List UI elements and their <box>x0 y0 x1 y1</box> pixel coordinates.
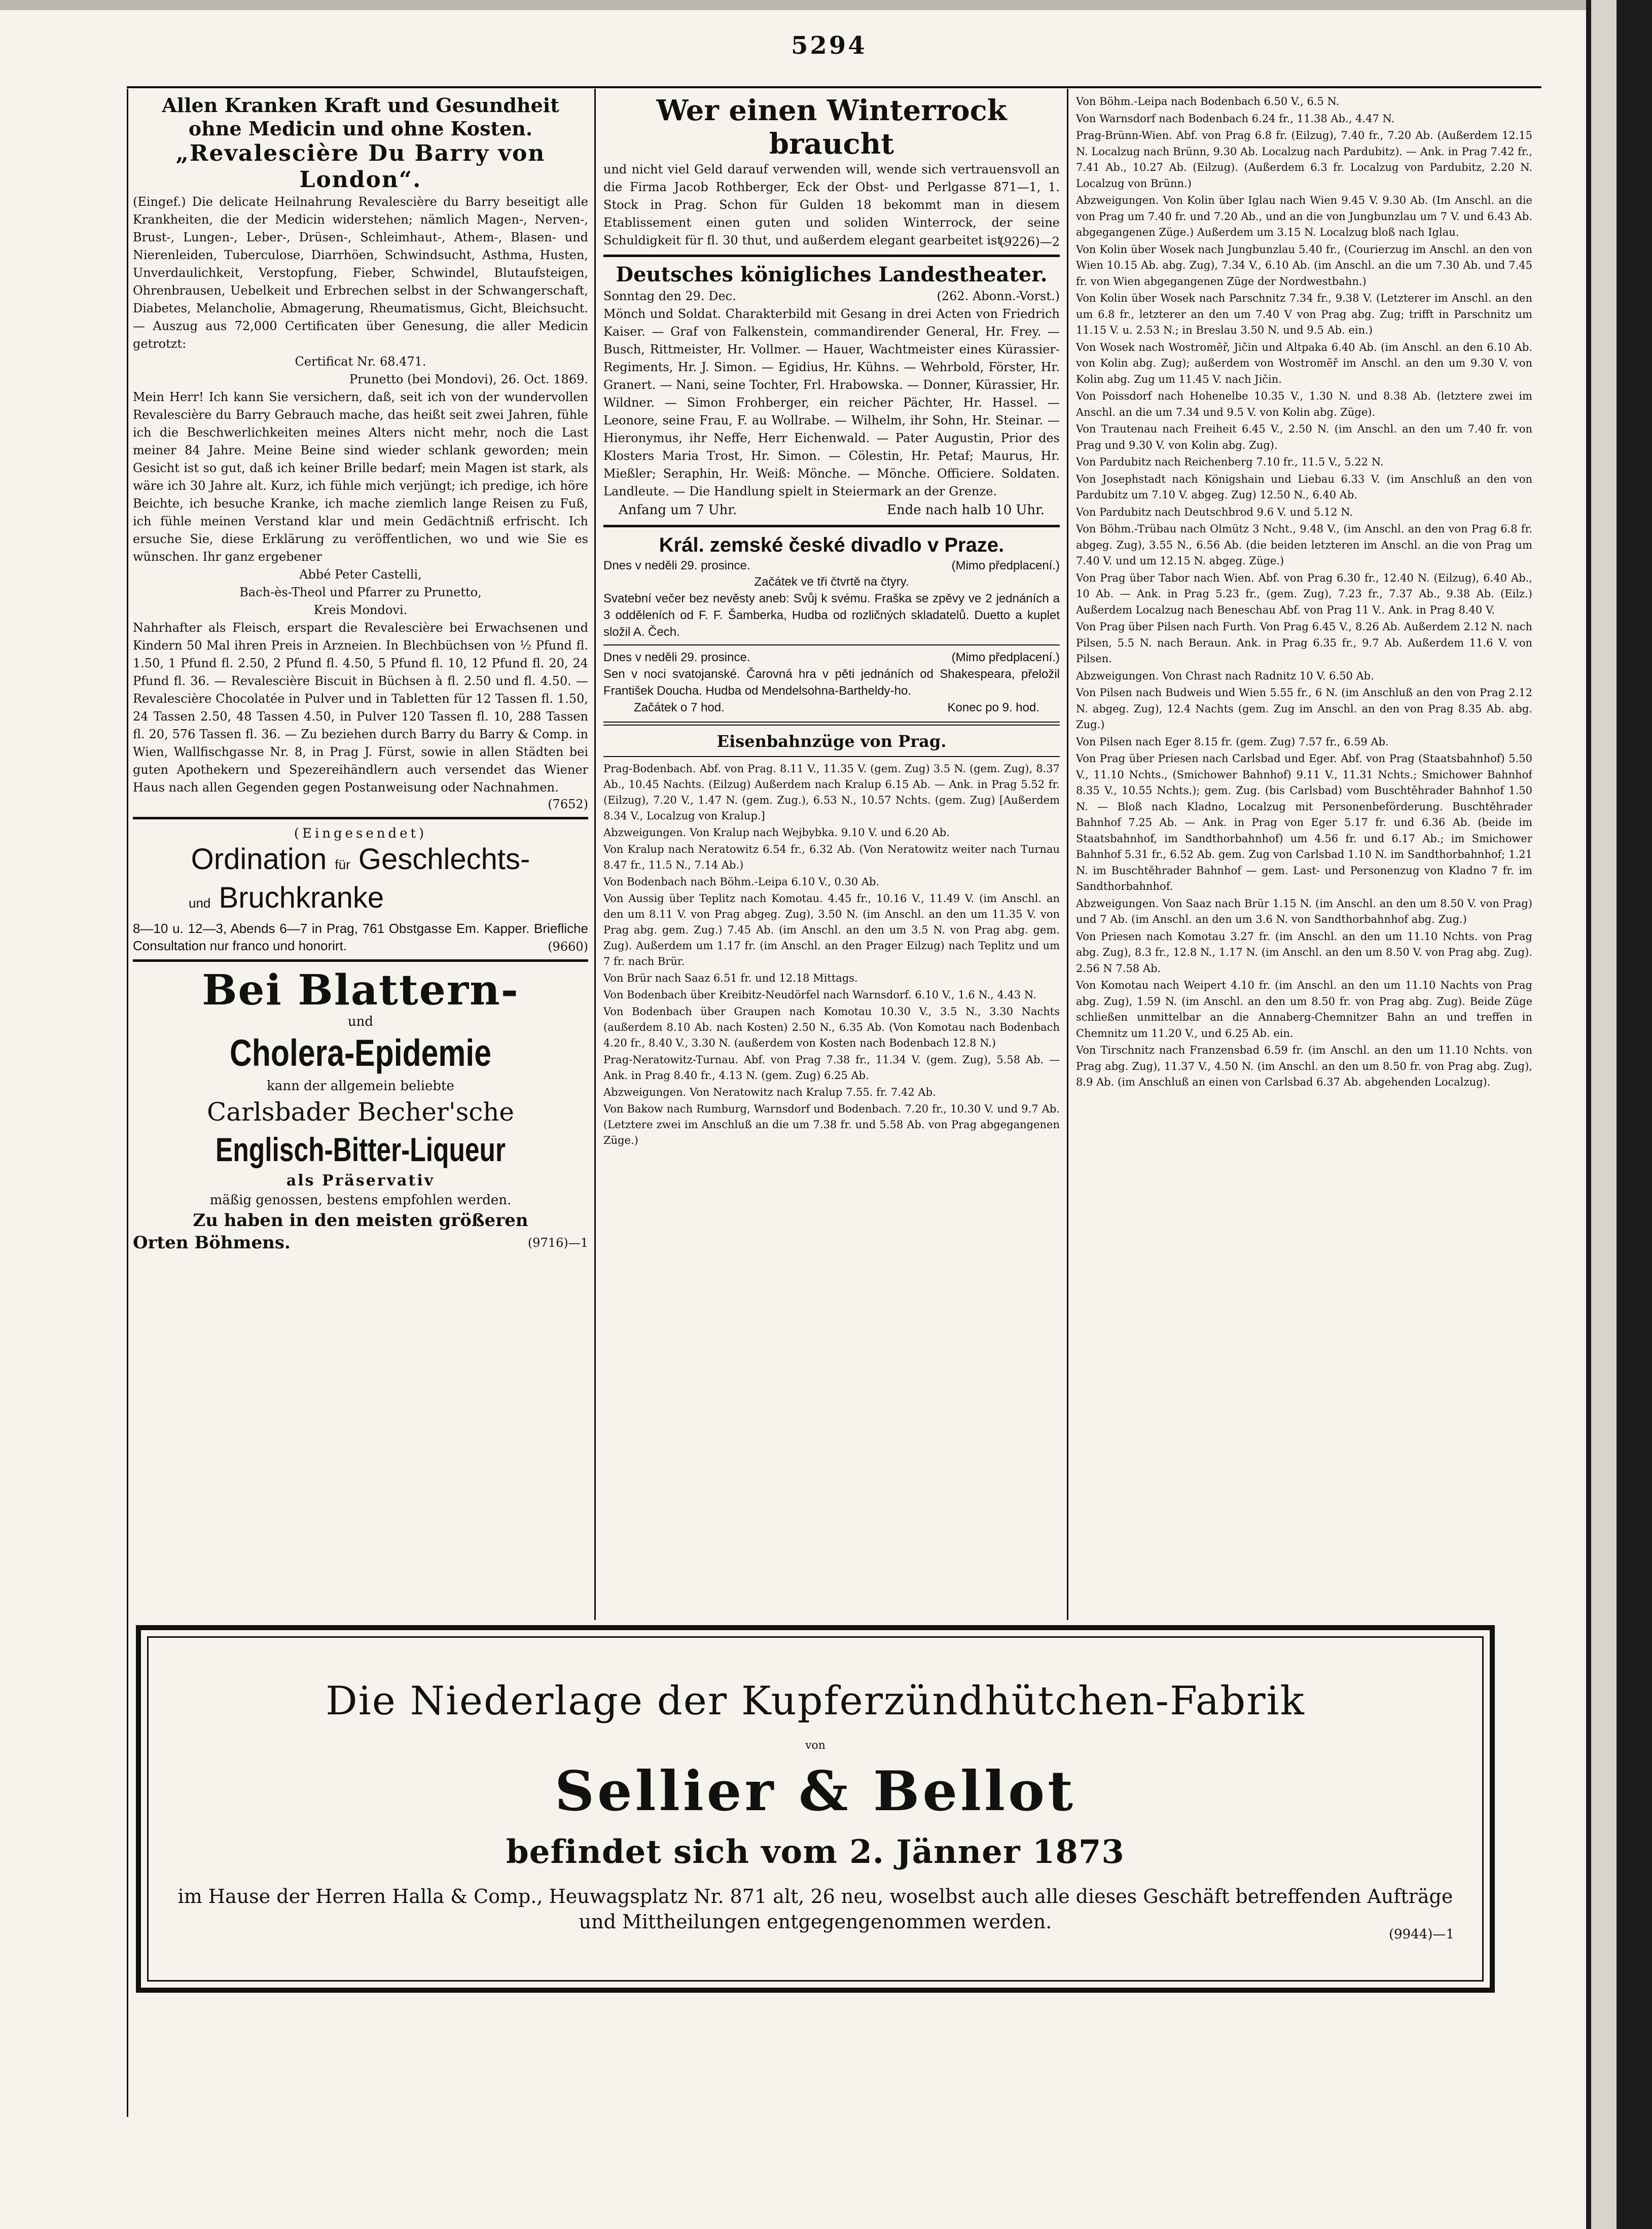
landestheater-end: Ende nach halb 10 Uhr. <box>886 502 1045 518</box>
liqueur-line9: Orten Böhmens. <box>133 1233 291 1253</box>
liqueur-line4: Carlsbader Becher'sche <box>206 1097 515 1127</box>
liqueur-line6: als Präservativ <box>286 1172 435 1190</box>
ad-von: von <box>805 1739 825 1752</box>
ordination-title-fuer: für <box>335 857 350 872</box>
ordination-title-und: und <box>189 895 211 911</box>
czech-date1: Dnes v neděli 29. prosince. <box>603 559 750 572</box>
ad-company-name: Sellier & Bellot <box>554 1759 1076 1823</box>
railway-timetable <box>603 731 1060 1148</box>
ordination-title <box>133 843 588 881</box>
liqueur-line2: Cholera-Epidemie <box>230 1032 491 1074</box>
railway-entry: Von Priesen nach Komotau 3.27 fr. (im Anschl. an den um 11.10 Nchts. von Prag abg. Zug), 8.3 fr., 12.8 N., 1.17 N. (im Anschl. an den um 8.50 V. von Prag abg. Zug). 2.56 N 7.58 Ab. <box>1076 930 1532 975</box>
railway-entry: Abzweigungen. Von Kralup nach Wejbybka. 9.10 V. und 6.20 Ab. <box>603 826 950 839</box>
railway-entry: Von Böhm.-Trübau nach Olmütz 3 Ncht., 9.48 V., (im Anschl. an den von Prag 6.8 fr. abgeg. Zug), 3.55 N., 6.56 Ab. (die beiden letzteren im Anschl. an die von Prag um 7.40 V. und um 12.15 N. abgeg. Züge.) <box>1076 523 1532 567</box>
railway-entry: Von Josephstadt nach Königshain und Liebau 6.33 V. (im Anschluß an den von Pardubitz um 7.10 V. abgeg. Zug) 12.50 N., 6.40 Ab. <box>1076 473 1532 501</box>
ad-date-line: befindet sich vom 2. Jänner 1873 <box>506 1833 1125 1871</box>
railway-entry: Abzweigungen. Von Saaz nach Brür 1.15 N. (im Anschl. an den um 8.50 V. von Prag) und 7 Ab. (im Anschl. an den um 3.6 N. von Sandthorbahnhof abg. Zug.) <box>1076 897 1532 925</box>
separator-double <box>603 722 1060 726</box>
column-1 <box>133 94 588 1254</box>
separator-thin <box>603 644 1060 645</box>
czech-body2: Sen v noci svatojanské. Čarovná hra v pěti jednáních od Shakespeara, přeložil František Doucha. Hudba od Mendelsohna-Bartheldy-ho. <box>603 667 1060 698</box>
railway-entry: Von Böhm.-Leipa nach Bodenbach 6.50 V., 6.5 N. <box>1076 95 1340 107</box>
ad-cert-place-date: Prunetto (bei Mondovi), 26. Oct. 1869. <box>349 372 588 386</box>
separator <box>133 959 588 962</box>
czech-abonn2: (Mimo předplacení.) <box>951 651 1060 664</box>
ordination-ref: (9660) <box>548 940 588 954</box>
sellier-bellot-ad <box>136 1625 1495 1993</box>
railway-entries-continued <box>1076 94 1532 1091</box>
ad-letter: Mein Herr! Ich kann Sie versichern, daß, seit ich von der wundervollen Revalescière du Barry Gebrauch mache, das heißt seit zwei Jahren, fühle ich die Beschwerlichkeiten meines Alters nicht mehr, noch die Last meiner 84 Jahre. Meine Beine sind wieder schlank geworden; mein Gesicht ist so gut, daß ich keiner Brille bedarf; mein Magen ist stark, als wäre ich 30 Jahre alt. Kurz, ich fühle mich verjüngt; ich predige, ich höre Beichte, ich besuche Kranke, ich mache ziemlich lange Reisen zu Fuß, ich fühle meinen Verstand klar und mein Gedächtniß erfrischt. Ich ersuche Sie, diese Erklärung zu veröffentlichen, wo und wie Sie es wünschen. Ihr ganz ergebener <box>133 390 588 564</box>
railway-entries <box>603 761 1060 1148</box>
page-edge-top <box>0 0 1652 10</box>
page-number: 5294 <box>791 31 867 60</box>
railway-entry: Prag-Neratowitz-Turnau. Abf. von Prag 7.38 fr., 11.34 V. (gem. Zug), 5.58 Ab. — Ank. in Prag 8.40 fr., 4.13 N. (gem. Zug) 6.25 Ab. <box>603 1054 1060 1082</box>
czech-date1-row <box>603 558 1060 574</box>
railway-entry: Von Kolin über Wosek nach Jungbunzlau 5.40 fr., (Courierzug im Anschl. an den von Wien 10.15 Ab. abg. Zug), 7.34 V., 6.10 Ab. (im Anschl. an die um 7.30 Ab. und 7.45 fr. von Wien abgegangenen Züge der Nordwestbahn.) <box>1076 243 1532 287</box>
liqueur-line7: mäßig genossen, bestens empfohlen werden. <box>209 1193 512 1208</box>
left-margin-rule <box>127 89 128 2117</box>
eingesendet-label: (Eingesendet) <box>294 826 427 841</box>
czech-theater-title: Král. zemské české divadlo v Praze. <box>659 534 1004 556</box>
separator <box>603 525 1060 527</box>
winterrock-ad <box>603 94 1060 249</box>
railway-entry: Von Bodenbach über Kreibitz-Neudörfel nach Warnsdorf. 6.10 V., 1.6 N., 4.43 N. <box>603 989 1036 1001</box>
liqueur-line9-row <box>133 1232 588 1254</box>
ordination-title-a: Ordination <box>191 843 327 876</box>
ordination-ad <box>133 824 588 954</box>
czech-abonn1: (Mimo předplacení.) <box>951 559 1060 572</box>
column-2 <box>603 94 1060 1149</box>
ad-address-line: im Hause der Herren Halla & Comp., Heuwagsplatz Nr. 871 alt, 26 neu, woselbst auch alle dieses Geschäft betreffenden Aufträge und Mittheilungen entgegengenommen werden. <box>177 1885 1453 1933</box>
czech-times2 <box>603 699 1060 716</box>
railway-entry: Von Pilsen nach Budweis und Wien 5.55 fr., 6 N. (im Anschluß an den von Prag 2.12 N. abgeg. Zug), 12.4 Nachts (gem. Zug im Anschl. an den von Prag 8.35 Ab. abg. Zug.) <box>1076 687 1532 731</box>
czech-start2: Začátek o 7 hod. <box>634 701 725 714</box>
ordination-title-c: Bruchkranke <box>219 881 384 914</box>
landestheater-date: Sonntag den 29. Dec. <box>603 289 736 303</box>
separator <box>133 817 588 819</box>
liqueur-und: und <box>347 1014 374 1029</box>
landestheater-date-row <box>603 287 1060 305</box>
railway-entry: Prag-Brünn-Wien. Abf. von Prag 6.8 fr. (Eilzug), 7.40 fr., 7.20 Ab. (Außerdem 12.15 N. Localzug nach Brünn, 9.30 Ab. Localzug nach Pardubitz). — Ank. in Prag 7.42 fr., 7.41 Ab., 10.27 Ab. (Eilzug). (Außerdem 6.3 fr. Localzug von Pardubitz, 2.20 N. Localzug von Brünn.) <box>1076 129 1532 190</box>
column-rule-2 <box>1067 89 1068 1620</box>
liqueur-line3: kann der allgemein beliebte <box>267 1078 454 1094</box>
column-3 <box>1076 94 1532 1092</box>
landestheater-title: Deutsches königliches Landestheater. <box>616 263 1048 286</box>
railway-entry: Von Prag über Tabor nach Wien. Abf. von Prag 6.30 fr., 12.40 N. (Eilzug), 6.40 Ab., 10 Ab. — Ank. in Prag 5.23 fr., (gem. Zug), 7.23 fr., 7.37 Ab., 9.38 Ab. (Eilz.) Außerdem Localzug nach Beneschau Abf. von Prag 11 V.. Ank. in Prag 8.40 V. <box>1076 571 1532 616</box>
liqueur-line8: Zu haben in den meisten größeren <box>193 1210 528 1231</box>
railway-entry: Von Prag über Priesen nach Carlsbad und Eger. Abf. von Prag (Staatsbahnhof) 5.50 V., 11.10 Nchts., (Smichower Bahnhof) 9.11 V., 11.31 Nchts.; Smichower Bahnhof 8.35 V., 10.55 Nchts.); gem. Zug. (bis Carlsbad) vom Buschtěhrader Bahnhof 1.50 N. — Bloß nach Kladno, Localzug mit Personenbeförderung. Buschtěhrader Bahnhof 7.25 Ab. — Ank. in Prag von Eger 5.17 fr. und 6.36 Ab. (beide im Staatsbahnhof, im Sandthorbahnhof) um 4.56 fr. und 6.17 Ab.; im Smichower Bahnhof 5.31 fr., 6.52 Ab. gem. Zug von Carlsbad 1.10 N. im Sandthorbahnhof; 1.21 N. im Buschtěhrader Bahnhof — gem. Last- und Personenzug von Kladno 7 fr. im Sandthorbahnhof. <box>1076 752 1532 892</box>
landestheater-times <box>603 500 1060 520</box>
railway-entry: Von Pardubitz nach Deutschbrod 9.6 V. und 5.12 N. <box>1076 506 1353 518</box>
ordination-title-2 <box>133 881 588 920</box>
ad-heading: Allen Kranken Kraft und Gesundheit ohne Medicin und ohne Kosten. <box>162 94 559 140</box>
railway-entry: Von Brür nach Saaz 6.51 fr. und 12.18 Mittags. <box>603 972 858 984</box>
railway-entry: Von Bakow nach Rumburg, Warnsdorf und Bodenbach. 7.20 fr., 10.30 V. und 9.7 Ab. (Letztere zwei im Anschluß an die um 7.38 fr. und 5.58 Ab. von Prag abgegangenen Züge.) <box>603 1103 1060 1146</box>
czech-end2: Konec po 9. hod. <box>947 701 1039 714</box>
railway-entry: Von Bodenbach über Graupen nach Komotau 10.30 V., 3.5 N., 3.30 Nachts (außerdem 8.10 Ab. nach Kosten) 2.50 N., 6.35 Ab. (Von Komotau nach Bodenbach 4.20 fr., 8.40 V., 3.30 N. (außerdem von Kosten nach Bodenbach 12.8 N.) <box>603 1005 1060 1049</box>
ad-ref: (9944)—1 <box>1389 1927 1454 1942</box>
railway-entry: Von Bodenbach nach Böhm.-Leipa 6.10 V., 0.30 Ab. <box>603 876 880 888</box>
page-edge-right <box>1586 0 1652 2229</box>
railway-entry: Von Wosek nach Wostromĕř, Jičin und Altpaka 6.40 Ab. (im Anschl. an den 6.10 Ab. von Kolin abg. Zug); außerdem von Wostromĕř im Anschl. an den um 9.30 V. von Kolin abg. Zug um 11.45 V. nach Jičin. <box>1076 341 1532 385</box>
ad-intro: (Eingef.) Die delicate Heilnahrung Revalescière du Barry beseitigt alle Krankheiten, die der Medicin widerstehen; nämlich Magen-, Nerven-, Brust-, Lungen-, Leber-, Drüsen-, Schleimhaut-, Athem-, Blasen- und Nierenleiden, Tuberculose, Diarrhöen, Schwindsucht, Asthma, Husten, Unverdaulichkeit, Verstopfung, Fieber, Schwindel, Blutaufsteigen, Ohrenbrausen, Uebelkeit und Erbrechen selbst in der Schwangerschaft, Diabetes, Melancholie, Abmagerung, Rheumatismus, Gicht, Bleichsucht. — Auszug aus 72,000 Certificaten über Genesung, die aller Medicin getrotzt: <box>133 195 588 351</box>
ad-certificate: Certificat Nr. 68.471. <box>295 354 426 369</box>
railway-entry: Von Kralup nach Neratowitz 6.54 fr., 6.32 Ab. (Von Neratowitz weiter nach Turnau 8.47 fr., 11.5 N., 7.14 Ab.) <box>603 843 1060 871</box>
railway-entry: Von Warnsdorf nach Bodenbach 6.24 fr., 11.38 Ab., 4.47 N. <box>1076 112 1395 125</box>
railway-entry: Von Kolin über Wosek nach Parschnitz 7.34 fr., 9.38 V. (Letzterer im Anschl. an den um 6.8 fr., letzterer an den um 7.40 V von Prag abg. Zug; trifft in Parschnitz um 11.15 V. u. 2.53 N.; in Breslau 3.50 N. und 9.5 Ab. ein.) <box>1076 292 1532 336</box>
railway-entry: Von Poissdorf nach Hohenelbe 10.35 V., 1.30 N. und 8.38 Ab. (letztere zwei im Anschl. an die um 7.34 und 9.5 V. von Kolin abg. Züge). <box>1076 390 1532 418</box>
ordination-title-b: Geschlechts- <box>358 843 530 876</box>
separator-thin <box>603 756 1060 757</box>
railway-entry: Abzweigungen. Von Neratowitz nach Kralup 7.55. fr. 7.42 Ab. <box>603 1086 936 1098</box>
czech-date2: Dnes v neděli 29. prosince. <box>603 651 750 664</box>
ad-ref: (7652) <box>548 797 588 811</box>
winterrock-ref: (9226)—2 <box>999 235 1060 249</box>
railway-entry: Abzweigungen. Von Kolin über Iglau nach Wien 9.45 V. 9.30 Ab. (Im Anschl. an die von Prag um 7.40 fr. und 7.20 Ab., und an die von Jungbunzlau um 7 V. und 6.43 Ab. abgegangenen Züge.) Außerdem um 3.15 N. Localzug bloß nach Iglau. <box>1076 194 1532 238</box>
ad-signature-title: Bach-ès-Theol und Pfarrer zu Prunetto, <box>239 585 482 599</box>
railway-entry: Abzweigungen. Von Chrast nach Radnitz 10 V. 6.50 Ab. <box>1076 669 1374 682</box>
column-rule-1 <box>594 89 596 1620</box>
czech-body1: Svatební večer bez nevěsty aneb: Svůj k svému. Fraška se zpěvy ve 2 jednáních a 3 odděleních od F. F. Šamberka, Hudba od rozličných skladatelů. Duetto a kuplet složil A. Čech. <box>603 592 1060 639</box>
railway-title: Eisenbahnzüge von Prag. <box>716 732 947 751</box>
ad-product: „Revalescière Du Barry von London“. <box>175 140 546 193</box>
top-rule <box>127 86 1541 88</box>
railway-entry: Von Pardubitz nach Reichenberg 7.10 fr., 11.5 V., 5.22 N. <box>1076 456 1384 468</box>
ad-signature-place: Kreis Mondovi. <box>313 603 408 617</box>
czech-date2-row <box>603 650 1060 666</box>
czech-start1: Začátek ve tři čtvrtě na čtyry. <box>754 575 909 589</box>
ad-line-niederlage: Die Niederlage der Kupferzündhütchen-Fabrik <box>326 1678 1305 1724</box>
railway-entry: Von Tirschnitz nach Franzensbad 6.59 fr. (im Anschl. an den um 11.10 Nchts. von Prag abg. Zug), 11.37 V., 4.50 N. (im Anschl. an den um 8.50 fr. von Prag abg. Zug), 8.9 Ab. (im Anschluß an einen von Carlsbad 6.37 Ab. abgehenden Localzug). <box>1076 1044 1532 1088</box>
separator <box>603 255 1060 257</box>
ordination-body: 8—10 u. 12—3, Abends 6—7 in Prag, 761 Obstgasse Em. Kapper. Briefliche Consultation nur franco und honorirt. <box>133 921 588 953</box>
landestheater-start: Anfang um 7 Uhr. <box>619 502 737 518</box>
landestheater-abonn: (262. Abonn.-Vorst.) <box>937 289 1060 303</box>
winterrock-heading: Wer einen Winterrock braucht <box>656 94 1007 161</box>
liqueur-ad <box>133 967 588 1254</box>
ad-signature: Abbé Peter Castelli, <box>299 567 422 582</box>
liqueur-line5: Englisch-Bitter-Liqueur <box>215 1131 506 1168</box>
railway-entry: Von Komotau nach Weipert 4.10 fr. (im Anschl. an den um 11.10 Nachts von Prag abg. Zug), 1.59 N. (im Anschl. an den um 8.50 fr. von Prag abg. Zug). Beide Züge schließen unmittelbar an die Annaberg-Chemnitzer Bahn an und treffen in Chemnitz um 11.20 V., und 6.25 Ab. ein. <box>1076 979 1532 1039</box>
winterrock-body: und nicht viel Geld darauf verwenden will, wende sich vertrauensvoll an die Firma Jacob Rothberger, Eck der Obst- und Perlgasse 871—1, 1. Stock in Prag. Schon für Gulden 18 bekommt man in diesem Etablissement einen guten und soliden Winterrock, der seine Schuldigkeit für fl. 30 thut, und außerdem elegant gearbeitet ist. <box>603 162 1060 247</box>
railway-entry: Von Trautenau nach Freiheit 6.45 V., 2.50 N. (im Anschl. an den um 7.40 fr. von Prag und 9.30 V. von Kolin abg. Zug). <box>1076 423 1532 451</box>
railway-entry: Von Prag über Pilsen nach Furth. Von Prag 6.45 V., 8.26 Ab. Außerdem 2.12 N. nach Pilsen, 5.5 N. nach Beraun. Ank. in Prag 6.35 fr., 9.7 Ab. Außerdem 11.6 V. von Pilsen. <box>1076 621 1532 665</box>
landestheater-program <box>603 262 1060 520</box>
liqueur-line1: Bei Blattern- <box>202 966 519 1015</box>
czech-theater-program <box>603 532 1060 716</box>
railway-entry: Von Pilsen nach Eger 8.15 fr. (gem. Zug) 7.57 fr., 6.59 Ab. <box>1076 735 1389 748</box>
ad-prices: Nahrhafter als Fleisch, erspart die Revalescière bei Erwachsenen und Kindern 50 Mal ihren Preis in Arzneien. In Blechbüchsen von ½ Pfund fl. 1.50, 1 Pfund fl. 2.50, 2 Pfund fl. 4.50, 5 Pfund fl. 10, 12 Pfund fl. 20, 24 Pfund fl. 36. — Revalescière Biscuit in Büchsen à fl. 2.50 und fl. 4.50. — Revalescière Chocolatée in Pulver und in Tabletten für 12 Tassen fl. 1.50, 24 Tassen 2.50, 48 Tassen 4.50, in Pulver 120 Tassen fl. 10, 288 Tassen fl. 20, 576 Tassen fl. 36. — Zu beziehen durch Barry du Barry & Comp. in Wien, Wallfischgasse Nr. 8, in Prag J. Fürst, sowie in allen Städten bei guten Apothekern und Spezereihändlern auch versendet das Wiener Haus nach allen Gegenden gegen Postanweisung oder Nachnahmen. <box>133 621 588 795</box>
landestheater-body: Mönch und Soldat. Charakterbild mit Gesang in drei Acten von Friedrich Kaiser. — Graf von Falkenstein, commandirender General, Hr. Frey. — Busch, Rittmeister, Hr. Vollmer. — Hauer, Wachtmeister eines Kürassier-Regiments, Hr. J. Simon. — Egidius, Hr. Kühns. — Wehrbold, Förster, Hr. Granert. — Nani, seine Tochter, Frl. Hrabowska. — Donner, Kürassier, Hr. Wildner. — Simon Frohberger, ein reicher Pächter, Hr. Hassel. — Leonore, seine Frau, F. au Wollrabe. — Wilhelm, ihr Sohn, Hr. Steinar. — Hieronymus, ihr Neffe, Herr Eichenwald. — Pater Augustin, Prior des Klosters Maria Trost, Hr. Simon. — Cölestin, Hr. Petaf; Maurus, Hr. Mießler; Seraphin, Hr. Weiß: Mönche. — Mönche. Officiere. Soldaten. Landleute. — Die Handlung spielt in Steiermark an der Grenze. <box>603 307 1060 498</box>
railway-entry: Von Aussig über Teplitz nach Komotau. 4.45 fr., 10.16 V., 11.49 V. (im Anschl. an den um 8.11 V. von Prag abgeg. Zug), 3.50 N. (im Anschl. an den um 11.35 V. von Prag abg. gem. Zug.) 7.45 Ab. (im Anschl. an den um 3.5 N. von Prag abg. gem. Zug). Außerdem um 1.17 fr. (im Anschl. an den Prager Eilzug) nach Teplitz und um 7 fr. nach Brür. <box>603 892 1060 967</box>
revalesciere-ad <box>133 94 588 812</box>
liqueur-ref: (9716)—1 <box>527 1236 588 1250</box>
railway-entry: Prag-Bodenbach. Abf. von Prag. 8.11 V., 11.35 V. (gem. Zug) 3.5 N. (gem. Zug), 8.37 Ab., 10.45 Nachts. (Eilzug) Außerdem nach Kralup 6.15 Ab. — Ank. in Prag 5.52 fr. (Eilzug), 7.20 V., 1.47 N. (gem. Zug.), 6.53 N., 10.57 Nchts. (gem. Zug) [Außerdem 8.34 V., Localzug von Kralup.] <box>603 763 1060 822</box>
